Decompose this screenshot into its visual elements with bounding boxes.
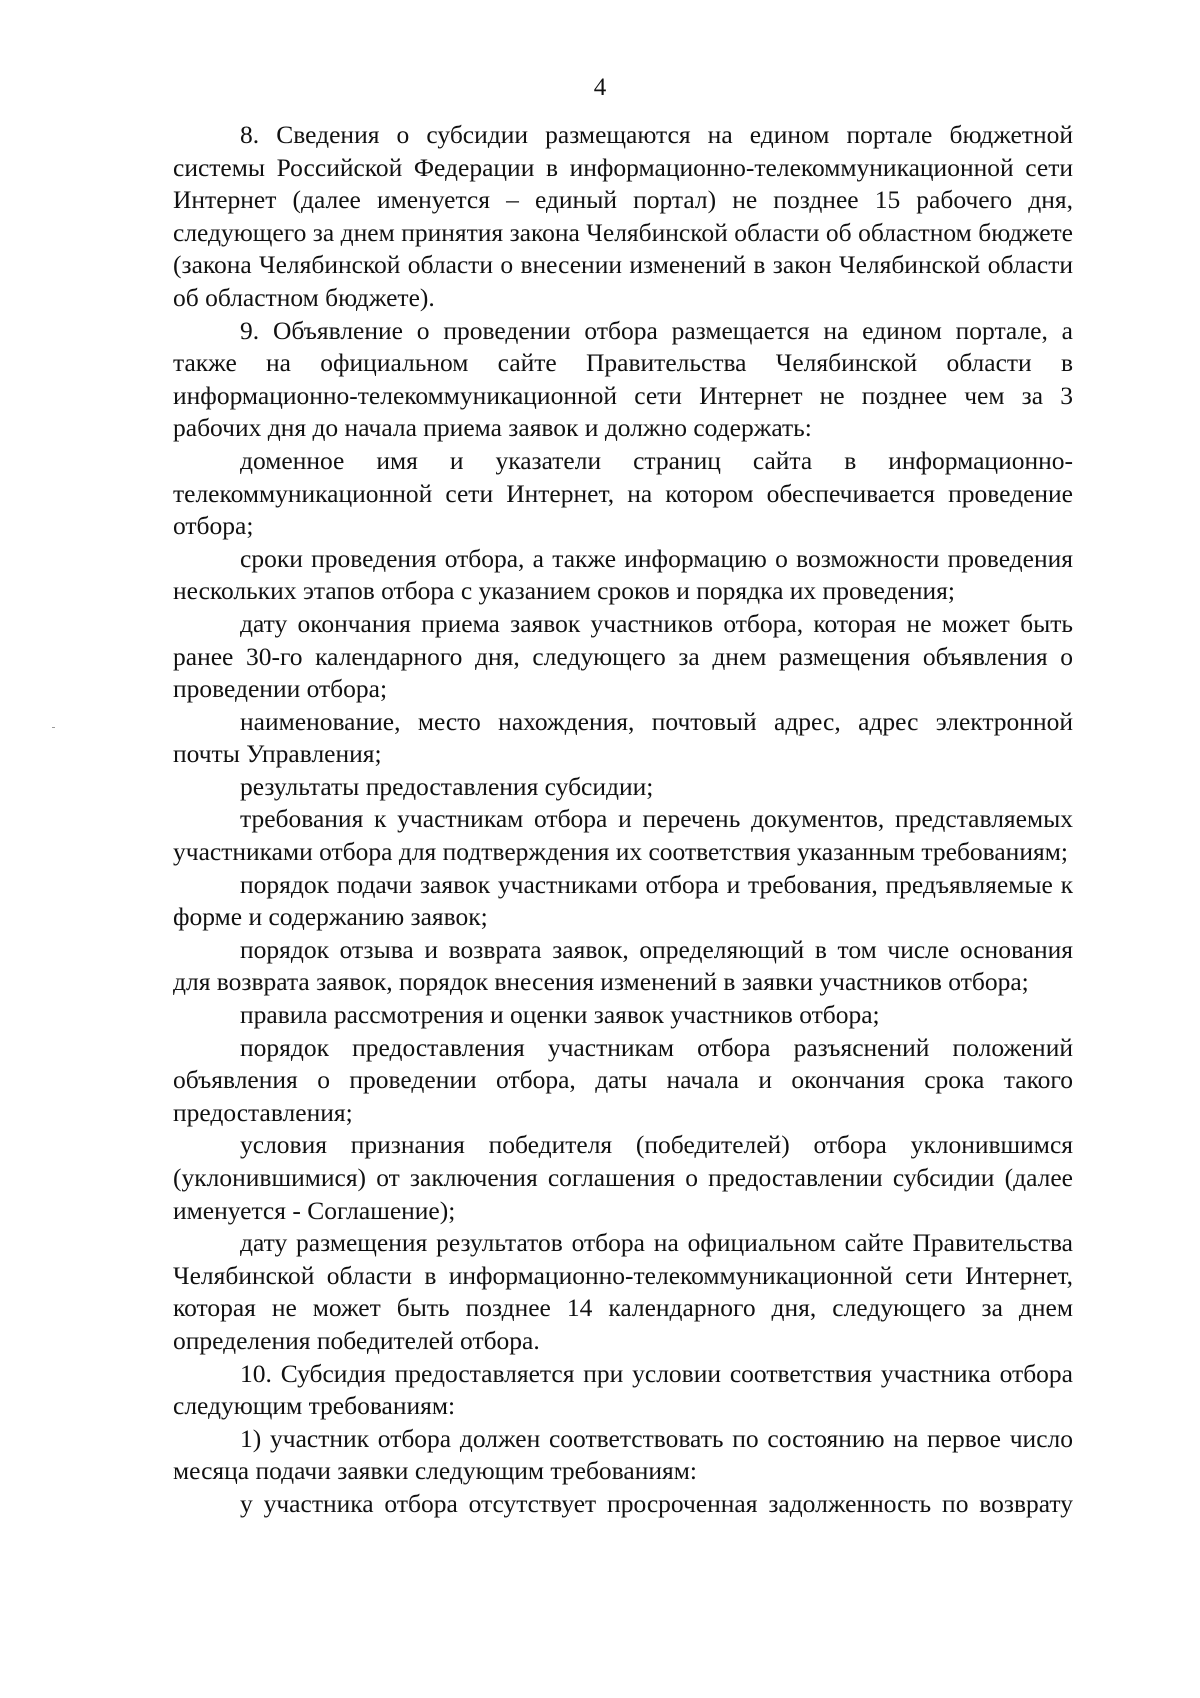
- paragraph-8-subsidy-info: 8. Сведения о субсидии размещаются на едином портале бюджетной системы Российской Федерации в информационно-телекоммуникационной сети Интернет (далее именуется – единый портал) не позднее 15 рабочего дня, следующего за днем принятия закона Челябинской области об областном бюджете (закона Челябинской области о внесении изменений в закон Челябинской области об областном бюджете).: [173, 120, 1073, 312]
- list-item-winner-evasion: условия признания победителя (победителей) отбора уклонившимся (уклонившимися) от заключения соглашения о предоставлении субсидии (далее именуется - Соглашение);: [173, 1130, 1073, 1225]
- list-item-domain-name: доменное имя и указатели страниц сайта в информационно-телекоммуникационной сети Интернет, на котором обеспечивается проведение отбора;: [173, 445, 1073, 541]
- list-item-selection-terms: сроки проведения отбора, а также информацию о возможности проведения нескольких этапов отбора с указанием сроков и порядка их проведения;: [173, 543, 1073, 606]
- scan-mark: [52, 727, 55, 728]
- paragraph-10-subsidy-conditions: 10. Субсидия предоставляется при условии соответствия участника отбора следующим требованиям:: [173, 1358, 1073, 1421]
- list-item-subsidy-results: результаты предоставления субсидии;: [240, 771, 654, 801]
- list-item-application-end-date: дату окончания приема заявок участников отбора, которая не может быть ранее 30-го календарного дня, следующего за днем размещения объявления о проведении отбора;: [173, 608, 1073, 704]
- paragraph-no-overdue-debt: у участника отбора отсутствует просроченная задолженность по возврату: [240, 1488, 1073, 1518]
- list-item-department-contacts: наименование, место нахождения, почтовый адрес, адрес электронной почты Управления;: [173, 706, 1073, 769]
- paragraph-9-selection-announcement: 9. Объявление о проведении отбора размещается на едином портале, а также на официальном сайте Правительства Челябинской области в информационно-телекоммуникационной сети Интернет не позднее чем за 3 рабочих дня до начала приема заявок и должно содержать:: [173, 315, 1073, 443]
- list-item-review-rules: правила рассмотрения и оценки заявок участников отбора;: [240, 1000, 880, 1030]
- list-item-results-publication: дату размещения результатов отбора на официальном сайте Правительства Челябинской области в информационно-телекоммуникационной сети Интернет, которая не может быть позднее 14 календарного дня, следующего за днем определения победителей отбора.: [173, 1228, 1073, 1355]
- list-item-participant-requirements: требования к участникам отбора и перечень документов, представляемых участниками отбора для подтверждения их соответствия указанным требованиям;: [173, 804, 1073, 867]
- list-item-application-procedure: порядок подачи заявок участниками отбора и требования, предъявляемые к форме и содержанию заявок;: [173, 869, 1073, 932]
- list-item-application-withdrawal: порядок отзыва и возврата заявок, определяющий в том числе основания для возврата заявок, порядок внесения изменений в заявки участников отбора;: [173, 934, 1073, 997]
- document-body: [173, 119, 1073, 1521]
- subparagraph-1-participant-requirements: 1) участник отбора должен соответствовать по состоянию на первое число месяца подачи заявки следующим требованиям:: [173, 1423, 1073, 1486]
- page-number: 4: [593, 74, 607, 101]
- list-item-clarifications: порядок предоставления участникам отбора разъяснений положений объявления о проведении отбора, даты начала и окончания срока такого предоставления;: [173, 1032, 1073, 1127]
